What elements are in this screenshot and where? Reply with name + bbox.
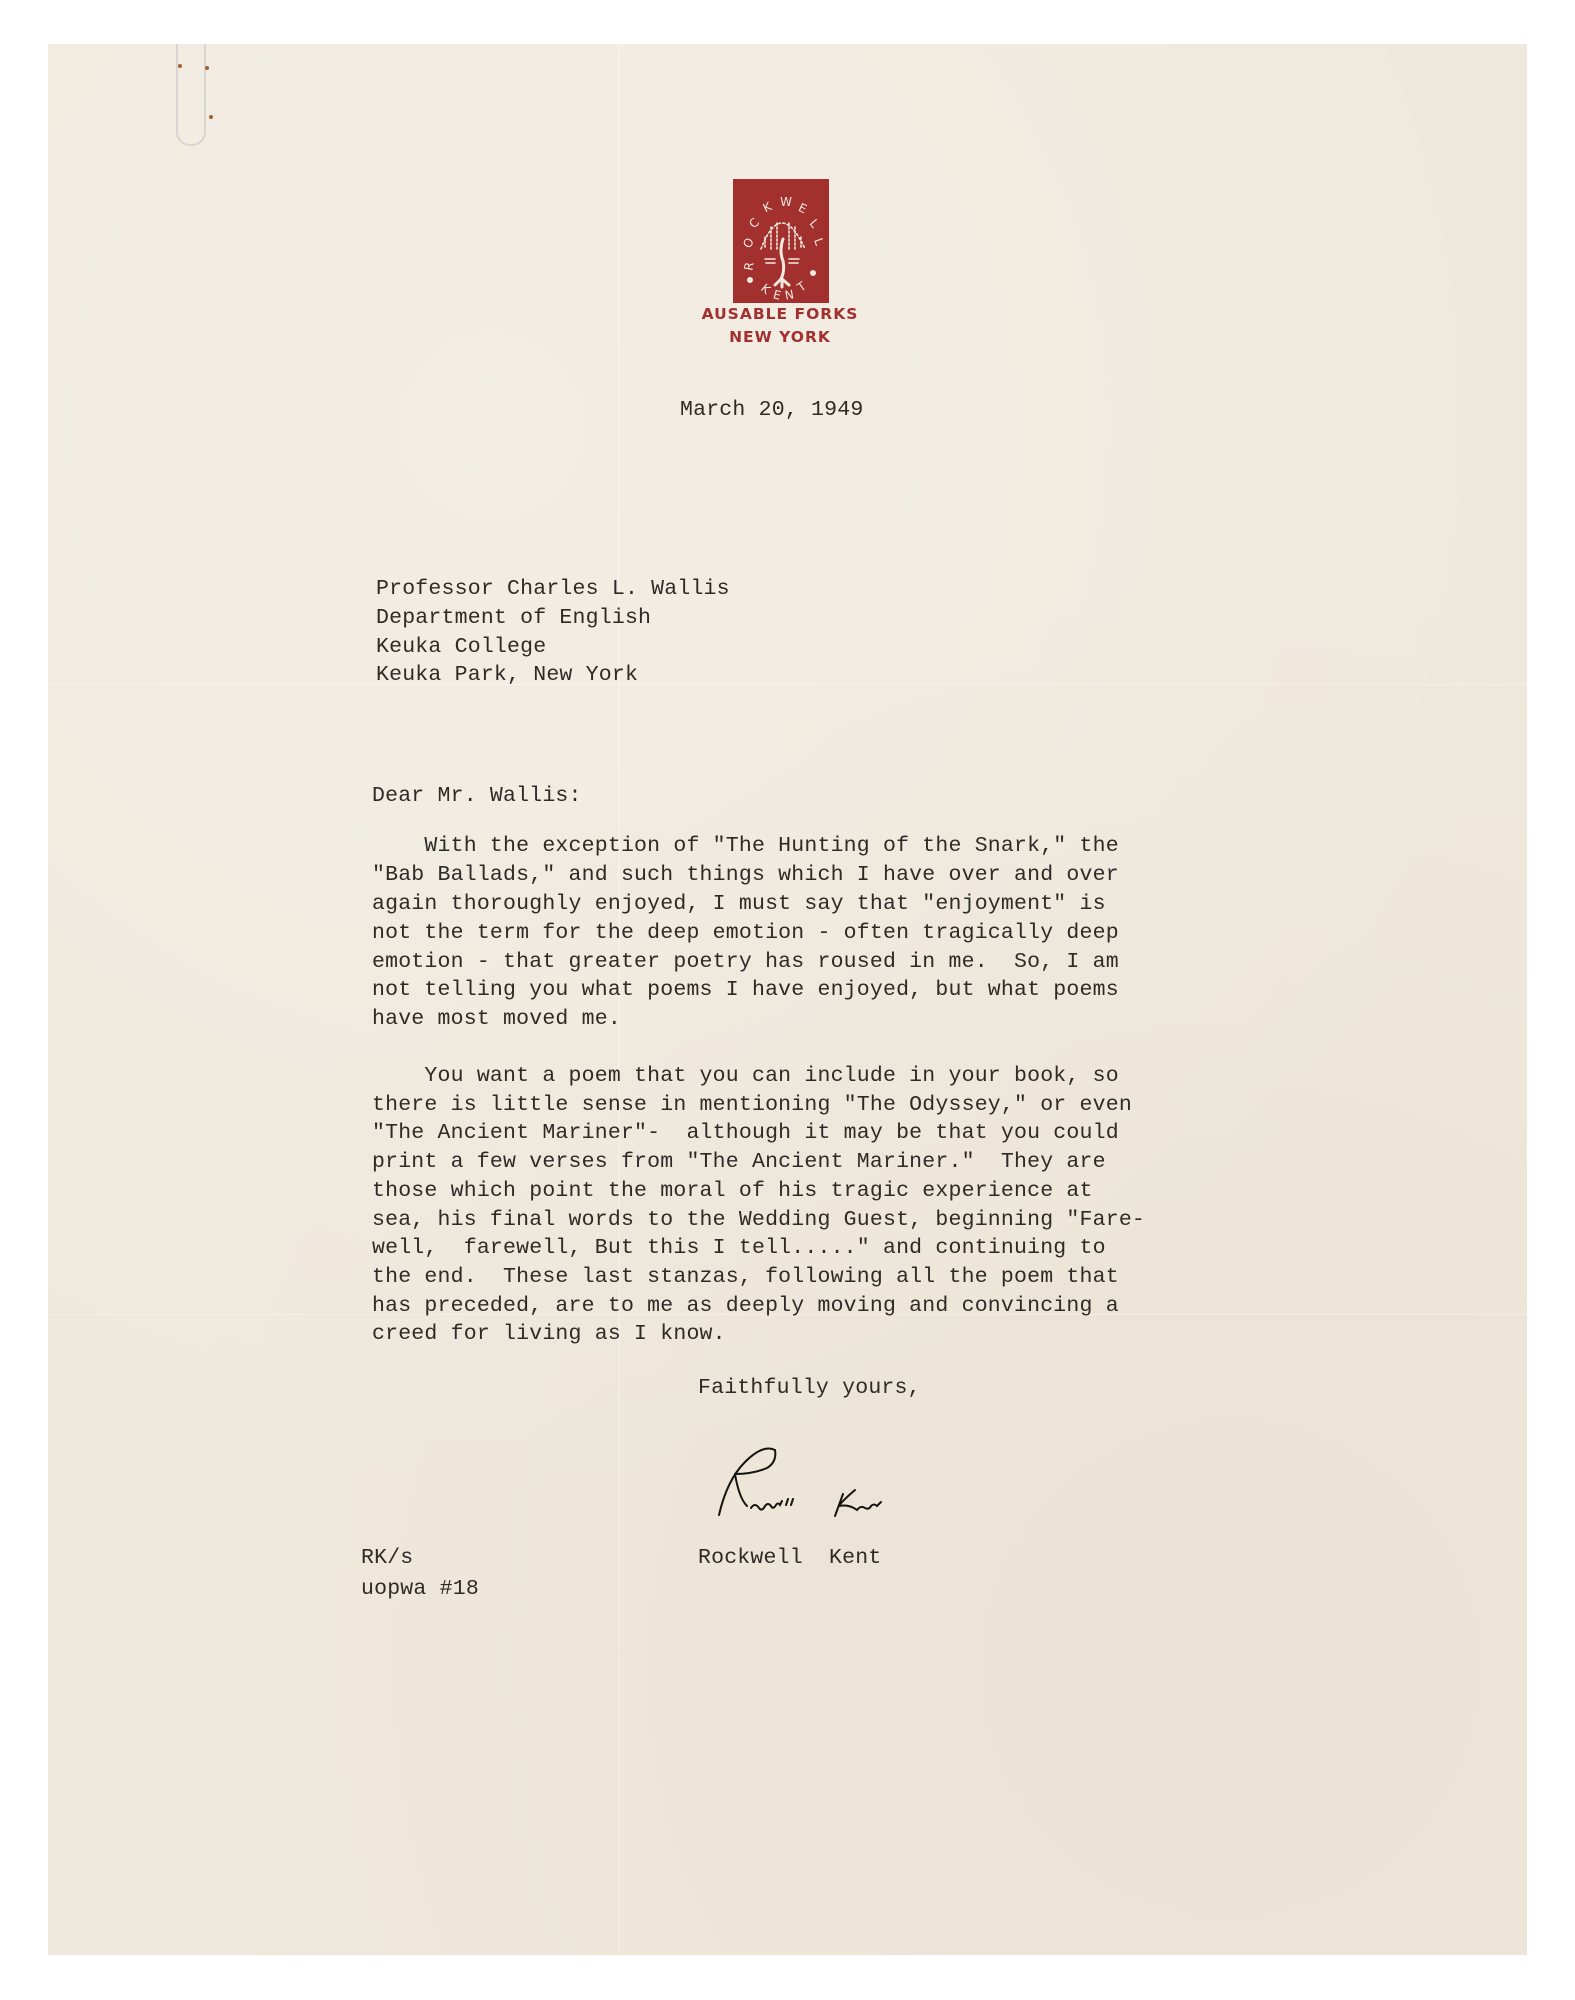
body-line: emotion - that greater poetry has roused in me. So, I am [372,950,1119,974]
svg-text:W: W [780,195,792,209]
rust-spot [209,115,213,119]
letterhead-place-line-1: AUSABLE FORKS [701,305,859,323]
closing: Faithfully yours, [698,1376,921,1400]
body-line: not the term for the deep emotion - often tragically deep [372,921,1119,945]
recipient-line: Keuka Park, New York [376,663,639,687]
svg-text:R: R [741,260,757,272]
body-line: sea, his final words to the Wedding Guest, beginning "Fare- [372,1208,1146,1232]
body-line: print a few verses from "The Ancient Mariner." They are [372,1150,1106,1174]
recipient-line: Department of English [376,606,652,630]
svg-text:K: K [760,199,774,216]
body-line: With the exception of "The Hunting of the Snark," the [372,834,1119,858]
svg-text:L: L [806,216,822,231]
rust-spot [205,66,209,70]
svg-text:N: N [783,287,795,303]
handwritten-signature [715,1440,925,1520]
salutation: Dear Mr. Wallis: [372,784,582,808]
recipient-line: Professor Charles L. Wallis [376,577,730,601]
svg-text:K: K [758,281,774,297]
svg-text:O: O [740,235,757,251]
letterhead-place-line-2: NEW YORK [729,328,831,346]
body-line: creed for living as I know. [372,1322,726,1346]
body-line: those which point the moral of his tragic experience at [372,1179,1093,1203]
svg-text:L: L [811,236,827,248]
letter-date: March 20, 1949 [680,398,864,422]
recipient-line: Keuka College [376,635,547,659]
body-line: "The Ancient Mariner"- although it may be that you could [372,1121,1119,1145]
body-line: have most moved me. [372,1007,621,1031]
body-line: the end. These last stanzas, following all the poem that [372,1265,1119,1289]
reference-code: uopwa #18 [361,1577,479,1601]
svg-text:T: T [794,278,809,295]
svg-text:C: C [746,215,763,232]
body-line: not telling you what poems I have enjoyed, but what poems [372,978,1119,1002]
body-line: again thoroughly enjoyed, I must say that "enjoyment" is [372,892,1106,916]
svg-text:E: E [796,200,810,217]
body-line: has preceded, are to me as deeply moving and convincing a [372,1294,1119,1318]
body-line: there is little sense in mentioning "The Odyssey," or even [372,1093,1132,1117]
body-line: well, farewell, But this I tell....." and continuing to [372,1236,1106,1260]
svg-text:E: E [771,287,783,303]
rust-spot [178,64,182,68]
rockwell-kent-logo [733,179,829,303]
body-line: "Bab Ballads," and such things which I have over and over [372,863,1119,887]
reference-initials: RK/s [361,1546,414,1570]
paperclip-mark [176,44,206,146]
body-line: You want a poem that you can include in your book, so [372,1064,1119,1088]
typed-signature-name: Rockwell Kent [698,1546,882,1570]
fold-line [48,684,1527,685]
